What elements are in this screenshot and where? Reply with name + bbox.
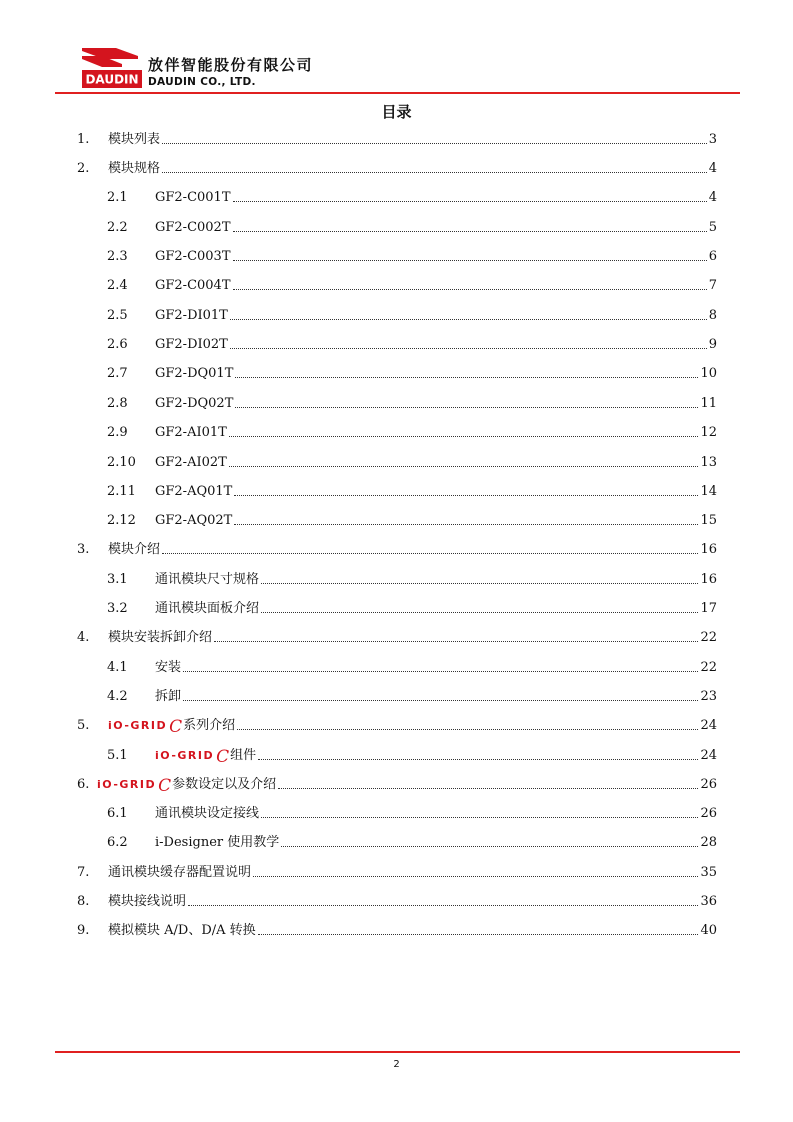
company-name-cn: 放伴智能股份有限公司: [148, 56, 314, 74]
toc-dot-leader: [230, 347, 707, 349]
toc-entry-page: 6: [708, 249, 717, 264]
toc-dot-leader: [233, 288, 707, 290]
toc-entry-label: GF2-C002T: [155, 220, 231, 235]
iogrid-brand-text: iO-GRID: [97, 778, 157, 791]
toc-dot-leader: [261, 582, 698, 584]
toc-entry-label: GF2-AI02T: [155, 455, 227, 470]
toc-entry-number: 9.: [77, 923, 90, 938]
toc-dot-leader: [281, 845, 698, 847]
toc-entry-label: 通讯模块尺寸规格: [155, 572, 260, 587]
toc-entry-number: 2.10: [107, 455, 136, 470]
iogrid-c-logo: C: [216, 747, 230, 767]
toc-entry[interactable]: [77, 157, 717, 177]
toc-entry[interactable]: [107, 480, 717, 500]
toc-dot-leader: [278, 787, 698, 789]
toc-entry-label: GF2-AQ01T: [155, 484, 233, 499]
toc-entry-number: 3.: [77, 542, 90, 557]
toc-entry-label: 通讯模块缓存器配置说明: [108, 865, 252, 880]
toc-dot-leader: [233, 200, 707, 202]
toc-entry-label: GF2-C001T: [155, 190, 231, 205]
toc-entry-number: 6.: [77, 777, 90, 792]
toc-entry[interactable]: [107, 744, 717, 767]
toc-dot-leader: [188, 904, 698, 906]
iogrid-c-logo: C: [158, 776, 172, 796]
toc-entry[interactable]: [107, 568, 717, 588]
iogrid-c-logo: C: [169, 717, 183, 737]
toc-dot-leader: [235, 406, 698, 408]
toc-entry-number: 3.1: [107, 572, 128, 587]
toc-dot-leader: [237, 728, 698, 730]
toc-entry-page: 14: [700, 484, 717, 499]
toc-dot-leader: [253, 875, 698, 877]
toc-dot-leader: [235, 376, 698, 378]
toc-dot-leader: [214, 640, 698, 642]
toc-entry-label: GF2-DQ02T: [155, 396, 234, 411]
toc-dot-leader: [162, 171, 707, 173]
toc-dot-leader: [234, 523, 698, 525]
toc-entry-number: 5.: [77, 718, 90, 733]
toc-entry[interactable]: [77, 919, 717, 939]
toc-dot-leader: [234, 494, 698, 496]
toc-entry-page: 10: [700, 366, 717, 381]
toc-dot-leader: [261, 816, 698, 818]
toc-entry-number: 2.7: [107, 366, 128, 381]
toc-entry-page: 11: [700, 396, 717, 411]
toc-entry-label: 组件: [230, 748, 257, 763]
toc-entry[interactable]: [107, 597, 717, 617]
toc-entry[interactable]: [107, 685, 717, 705]
toc-entry[interactable]: [107, 392, 717, 412]
toc-dot-leader: [261, 611, 698, 613]
iogrid-brand-text: iO-GRID: [155, 749, 215, 762]
toc-entry-page: 16: [700, 542, 717, 557]
toc-entry-page: 4: [708, 190, 717, 205]
toc-entry-page: 3: [708, 132, 717, 147]
toc-entry-label: GF2-DI02T: [155, 337, 228, 352]
toc-dot-leader: [229, 465, 699, 467]
toc-entry-page: 16: [700, 572, 717, 587]
toc-dot-leader: [162, 552, 698, 554]
toc-entry-label: GF2-AQ02T: [155, 513, 233, 528]
toc-entry[interactable]: [77, 714, 717, 737]
toc-entry-label: 通讯模块设定接线: [155, 806, 260, 821]
toc-entry[interactable]: [77, 890, 717, 910]
toc-entry-label: 拆卸: [155, 689, 182, 704]
toc-entry-page: 17: [700, 601, 717, 616]
toc-entry-number: 2.3: [107, 249, 128, 264]
toc-entry-number: 2.9: [107, 425, 128, 440]
toc-entry-number: 2.8: [107, 396, 128, 411]
toc-dot-leader: [233, 259, 707, 261]
toc-entry[interactable]: [107, 802, 717, 822]
toc-entry-number: 1.: [77, 132, 90, 147]
toc-entry-label: GF2-DQ01T: [155, 366, 234, 381]
toc-entry-label: 模拟模块 A/D、D/A 转换: [108, 923, 256, 938]
toc-title: 目录: [381, 103, 412, 121]
header-rule: [55, 92, 740, 94]
toc-entry-number: 2.1: [107, 190, 128, 205]
daudin-logo: [82, 46, 142, 90]
toc-entry-label: 安装: [155, 660, 182, 675]
toc-entry-number: 4.2: [107, 689, 128, 704]
toc-entry-page: 15: [700, 513, 717, 528]
toc-entry-label: GF2-C004T: [155, 278, 231, 293]
toc-dot-leader: [229, 435, 699, 437]
toc-entry-number: 2.6: [107, 337, 128, 352]
toc-entry[interactable]: [107, 421, 717, 441]
toc-entry-number: 4.: [77, 630, 90, 645]
toc-entry-number: 3.2: [107, 601, 128, 616]
toc-dot-leader: [233, 230, 707, 232]
toc-entry-number: 2.: [77, 161, 90, 176]
toc-entry-label: i-Designer 使用教学: [155, 835, 280, 850]
toc-entry[interactable]: [107, 245, 717, 265]
toc-entry-number: 4.1: [107, 660, 128, 675]
toc-entry-page: 12: [700, 425, 717, 440]
toc-entry[interactable]: [107, 509, 717, 529]
toc-entry[interactable]: [77, 773, 717, 796]
toc-entry[interactable]: [77, 626, 717, 646]
toc-entry[interactable]: [77, 538, 717, 558]
toc-dot-leader: [230, 318, 707, 320]
toc-entry-page: 40: [700, 923, 717, 938]
toc-entry-label: 系列介绍: [183, 718, 236, 733]
iogrid-brand-text: iO-GRID: [108, 719, 168, 732]
toc-entry-page: 8: [708, 308, 717, 323]
toc-entry-page: 13: [700, 455, 717, 470]
toc-dot-leader: [183, 699, 698, 701]
footer-rule: [55, 1051, 740, 1053]
toc-entry[interactable]: [107, 656, 717, 676]
logo-text: DAUDIN: [85, 72, 139, 87]
toc-entry-page: 5: [708, 220, 717, 235]
toc-entry-page: 24: [700, 748, 717, 763]
toc-entry-number: 2.4: [107, 278, 128, 293]
toc-dot-leader: [258, 758, 698, 760]
toc-entry-number: 8.: [77, 894, 90, 909]
toc-entry-page: 26: [700, 806, 717, 821]
toc-entry-number: 7.: [77, 865, 90, 880]
toc-dot-leader: [162, 142, 707, 144]
toc-entry-number: 2.11: [107, 484, 136, 499]
toc-entry-number: 6.1: [107, 806, 128, 821]
toc-entry[interactable]: [107, 186, 717, 206]
toc-entry-page: 7: [708, 278, 717, 293]
toc-entry-label: GF2-DI01T: [155, 308, 228, 323]
toc-entry-label: 通讯模块面板介绍: [155, 601, 260, 616]
toc-entry[interactable]: [107, 274, 717, 294]
toc-entry-label: 模块列表: [108, 132, 161, 147]
toc-entry-page: 9: [708, 337, 717, 352]
toc-entry-label: GF2-C003T: [155, 249, 231, 264]
toc-entry-number: 2.2: [107, 220, 128, 235]
footer-page-number: 2: [393, 1059, 400, 1070]
toc-entry-page: 28: [700, 835, 717, 850]
toc-entry-page: 26: [700, 777, 717, 792]
toc-entry-number: 5.1: [107, 748, 128, 763]
toc-entry[interactable]: [107, 451, 717, 471]
toc-dot-leader: [183, 670, 698, 672]
company-name-en: DAUDIN CO., LTD.: [148, 76, 256, 88]
toc-entry-label: 模块接线说明: [108, 894, 187, 909]
toc-entry[interactable]: [107, 333, 717, 353]
toc-entry-page: 4: [708, 161, 717, 176]
toc-entry[interactable]: [77, 128, 717, 148]
toc-entry[interactable]: [107, 216, 717, 236]
toc-entry-number: 6.2: [107, 835, 128, 850]
toc-entry[interactable]: [107, 362, 717, 382]
toc-dot-leader: [258, 933, 699, 935]
toc-entry-label: GF2-AI01T: [155, 425, 227, 440]
toc-entry[interactable]: [77, 861, 717, 881]
toc-entry-label: 参数设定以及介绍: [172, 777, 277, 792]
toc-entry-number: 2.5: [107, 308, 128, 323]
toc-entry[interactable]: [107, 304, 717, 324]
toc-entry-page: 23: [700, 689, 717, 704]
toc-entry-label: 模块规格: [108, 161, 161, 176]
toc-entry-page: 36: [700, 894, 717, 909]
toc-entry-label: 模块介绍: [108, 542, 161, 557]
toc-entry-page: 22: [700, 660, 717, 675]
toc-entry-number: 2.12: [107, 513, 136, 528]
toc-entry-page: 24: [700, 718, 717, 733]
toc-entry-page: 22: [700, 630, 717, 645]
toc-entry-page: 35: [700, 865, 717, 880]
toc-entry-label: 模块安装拆卸介绍: [108, 630, 213, 645]
toc-entry[interactable]: [107, 831, 717, 851]
document-header: [55, 44, 740, 94]
